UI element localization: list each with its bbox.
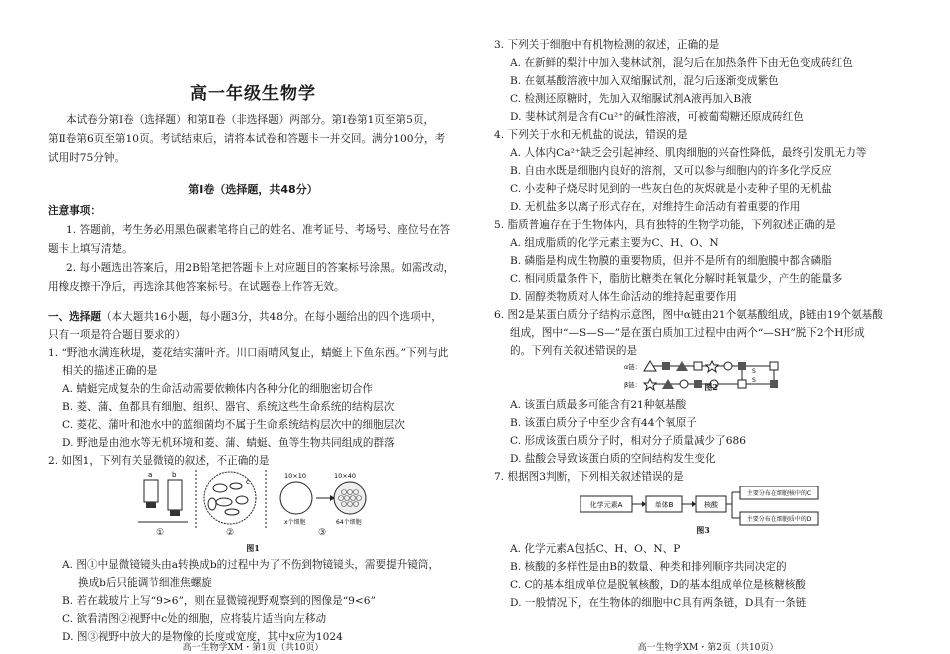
box-d: 主要分布在细胞质中的D (746, 516, 812, 523)
q4-option-d[interactable]: D. 无机盐多以离子形式存在，对维持生命活动有着重要的作用 (510, 201, 801, 213)
q4-option-a[interactable]: A. 人体内Ca²⁺缺乏会引起神经、肌肉细胞的兴奋性降低，最终引发肌无力等 (510, 147, 867, 159)
q7-option-b[interactable]: B. 核酸的多样性是由B的数量、种类和排列顺序共同决定的 (510, 561, 787, 573)
figure-1-caption: 图1 (246, 543, 260, 553)
box-element-a: 化学元素A (589, 501, 623, 509)
note-2a: 2. 每小题选出答案后，用2B铅笔把答题卡上对应题目的答案标号涂黑。如需改动， (66, 262, 455, 274)
note-2b: 用橡皮擦干净后，再选涂其他答案标号。在试题卷上作答无效。 (48, 281, 345, 293)
cell-label-c: c (246, 478, 250, 486)
figure-3-caption: 图3 (696, 525, 710, 535)
q3-option-a[interactable]: A. 在新鲜的梨汁中加入斐林试剂，混匀后在加热条件下由无色变成砖红色 (510, 57, 853, 69)
figure-2-caption: 图2 (704, 382, 718, 392)
figure-1-microscope (138, 470, 374, 528)
objective-lenses (138, 480, 188, 522)
cells-left: x个细胞 (284, 519, 306, 526)
q1-option-d[interactable]: D. 野池是由池水等无机环境和菱、蒲、蜻蜓、鱼等生物共同组成的群落 (62, 437, 395, 449)
q2-option-a[interactable]: A. 图①中显微镜镜头由a转换成b的过程中为了不伤到物镜镜头，需要提升镜筒， (62, 559, 440, 571)
box-c: 主要分布在细胞核中的C (746, 490, 812, 497)
q3-stem: 3. 下列关于细胞中有机物检测的叙述，正确的是 (494, 39, 720, 51)
part-heading (48, 309, 442, 324)
q5-option-c[interactable]: C. 相同质量条件下，脂肪比糖类在氧化分解时耗氧量少，产生的能量多 (510, 273, 843, 285)
label-a: a (148, 471, 153, 479)
s-label-1: S (752, 368, 756, 375)
q4-option-b[interactable]: B. 自由水既是细胞内良好的溶剂，又可以参与细胞内的许多化学反应 (510, 165, 832, 177)
box-nucleic-acid: 核酸 (704, 501, 718, 509)
notes-title: 注意事项： (48, 205, 101, 217)
dense-cells (334, 482, 366, 514)
q3-option-d[interactable]: D. 斐林试剂是含有Cu²⁺的碱性溶液，可被葡萄糖还原成砖红色 (510, 111, 804, 123)
mag-right: 10×40 (334, 472, 356, 480)
footer-left: 高一生物学XM・第1页（共10页） (182, 643, 324, 653)
q7-option-d[interactable]: D. 一般情况下，在生物体的细胞中C具有两条链，D具有一条链 (510, 597, 807, 609)
intro-line-2: 第Ⅱ卷第6页至第10页。考试结束后，请将本试卷和答题卡一并交回。满分100分，考 (48, 133, 446, 145)
q2-option-d[interactable]: D. 图③视野中放大的是物像的长度或宽度，其中x应为1024 (62, 631, 343, 643)
page-title: 高一年级生物学 (190, 84, 316, 104)
footer-right: 高一生物学XM・第2页（共10页） (637, 643, 779, 653)
part-desc-2: 只有一项是符合题目要求的） (48, 329, 186, 341)
q4-option-c[interactable]: C. 小麦种子烧尽时见到的一些灰白色的灰烬就是小麦种子里的无机盐 (510, 183, 832, 195)
note-1b: 题卡上填写清楚。 (48, 243, 133, 255)
part-title: 一、选择题 (48, 311, 101, 323)
part-desc: （本大题共16小题，每小题3分，共48分。在每小题给出的四个选项中， (100, 311, 442, 323)
q6-stem-3: 的。下列有关叙述错误的是 (510, 345, 638, 357)
note-1a: 1. 答题前，考生务必用黑色碳素笔将自己的姓名、准考证号、考场号、座位号在答 (66, 224, 451, 236)
intro-line-3: 试用时75分钟。 (48, 152, 126, 164)
q1-option-c[interactable]: C. 菱花、蒲叶和池水中的蓝细菌均不属于生命系统结构层次中的细胞层次 (62, 419, 405, 431)
q6-stem-1: 6. 图2是某蛋白质分子结构示意图，图中α链由21个氨基酸组成，β链由19个氨基酸 (494, 309, 883, 321)
q7-option-c[interactable]: C. C的基本组成单位是脱氧核酸，D的基本组成单位是核糖核酸 (510, 579, 806, 591)
cells-right: 64个细胞 (336, 519, 362, 526)
q2-option-a-cont: 换成b后只能调节细准焦螺旋 (78, 577, 212, 589)
alpha-chain (644, 361, 778, 372)
q1-stem-1: 1. “野池水满连秋堤，菱花结实蒲叶齐。川口雨晴风复止，蜻蜓上下鱼东西。”下列与此 (48, 347, 449, 359)
q7-stem: 7. 根据图3判断，下列相关叙述错误的是 (494, 471, 684, 483)
q3-option-c[interactable]: C. 检测还原糖时，先加入双缩脲试剂A液再加入B液 (510, 93, 752, 105)
section-title: 第Ⅰ卷（选择题，共48分） (188, 183, 318, 196)
q1-option-a[interactable]: A. 蜻蜓完成复杂的生命活动需要依赖体内各种分化的细胞密切合作 (62, 383, 374, 395)
panel-1-label: ① (156, 528, 165, 538)
alpha-chain-label: α链： (624, 363, 642, 371)
q6-option-c[interactable]: C. 形成该蛋白质分子时，相对分子质量减少了686 (510, 435, 746, 447)
mag-left: 10×10 (284, 472, 306, 480)
figure-3-nucleic-acid-flow (580, 486, 820, 526)
q5-option-d[interactable]: D. 固醇类物质对人体生命活动的维持起重要作用 (510, 291, 737, 303)
intro-line-1: 本试卷分第Ⅰ卷（选择题）和第Ⅱ卷（非选择题）两部分。第Ⅰ卷第1页至第5页， (66, 114, 435, 126)
q5-stem: 5. 脂质普遍存在于生物体内，具有独特的生物学功能，下列叙述正确的是 (494, 219, 836, 231)
label-b: b (172, 471, 177, 479)
q6-option-d[interactable]: D. 盐酸会导致该蛋白质的空间结构发生变化 (510, 453, 716, 465)
q6-stem-2: 组成，图中“—S—S—”是在蛋白质加工过程中由两个“—SH”脱下2个H形成 (510, 327, 865, 339)
q4-stem: 4. 下列关于水和无机盐的说法，错误的是 (494, 129, 688, 141)
q1-stem-2: 相关的描述正确的是 (62, 365, 158, 377)
q6-option-a[interactable]: A. 该蛋白质最多可能含有21种氨基酸 (510, 399, 687, 411)
panel-2-label: ② (226, 528, 235, 538)
q6-option-b[interactable]: B. 该蛋白质分子中至少含有44个氧原子 (510, 417, 697, 429)
q5-option-b[interactable]: B. 磷脂是构成生物膜的重要物质，但并不是所有的细胞膜中都含磷脂 (510, 255, 832, 267)
q2-stem: 2. 如图1，下列有关显微镜的叙述，不正确的是 (48, 455, 270, 467)
q3-option-b[interactable]: B. 在氨基酸溶液中加入双缩脲试剂，混匀后逐渐变成紫色 (510, 75, 779, 87)
beta-chain-label: β链： (624, 381, 642, 389)
panel-3-label: ③ (318, 528, 327, 538)
s-label-2: S (752, 377, 756, 384)
q7-option-a[interactable]: A. 化学元素A包括C、H、O、N、P (510, 543, 681, 555)
q1-option-b[interactable]: B. 菱、蒲、鱼都具有细胞、组织、器官、系统这些生命系统的结构层次 (62, 401, 395, 413)
q5-option-a[interactable]: A. 组成脂质的化学元素主要为C、H、O、N (510, 237, 719, 249)
q2-option-c[interactable]: C. 欲看清图②视野中c处的细胞，应将装片适当向左移动 (62, 613, 327, 625)
box-monomer-b: 单体B (654, 501, 674, 509)
q2-option-b[interactable]: B. 若在载玻片上写“9>6”，则在显微镜视野观察到的图像是“9<6” (62, 595, 376, 607)
